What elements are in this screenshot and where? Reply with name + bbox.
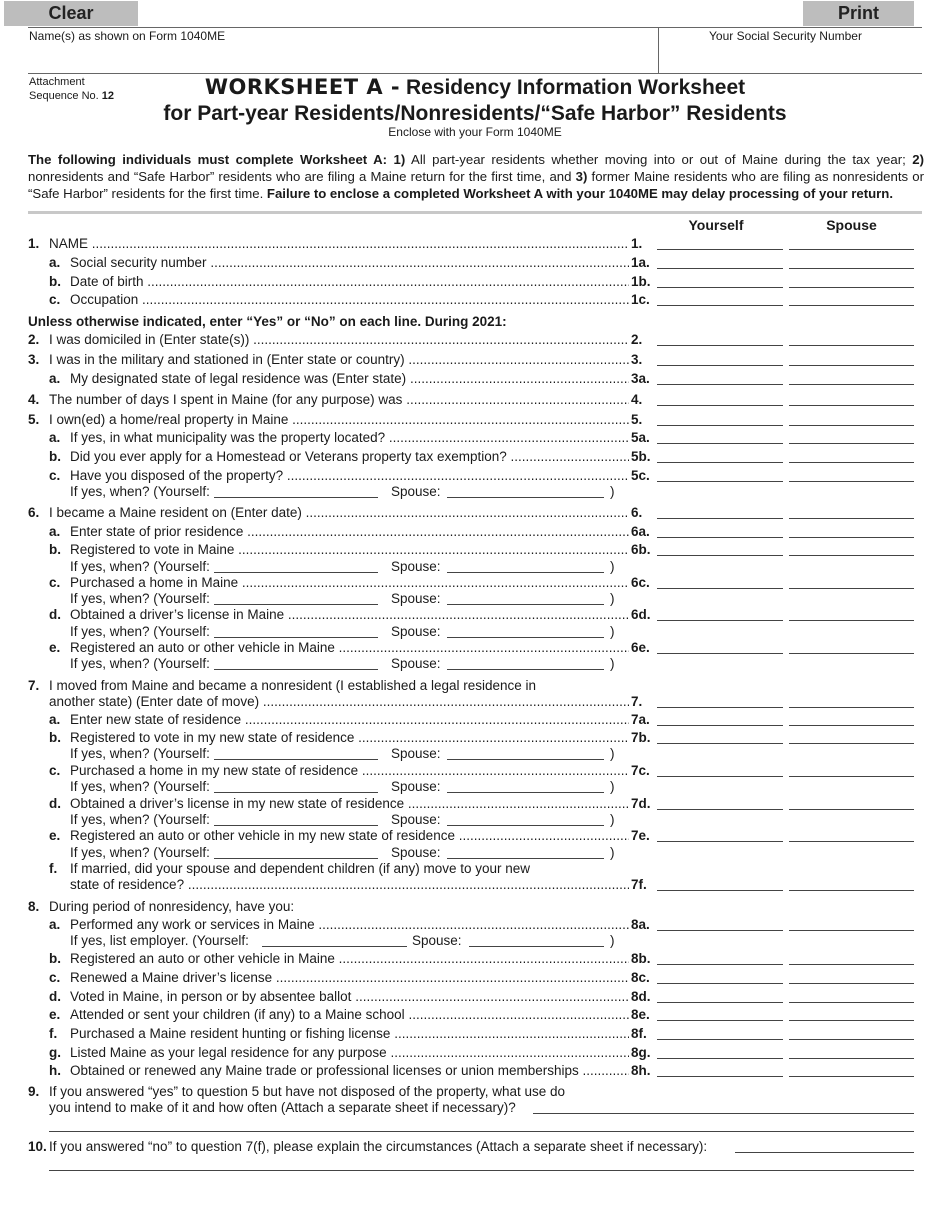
when-yourself-label: If yes, when? (Yourself: bbox=[70, 812, 210, 827]
when-close: ) bbox=[610, 559, 615, 574]
line-sub: c. bbox=[49, 468, 61, 483]
when-row-5c bbox=[0, 484, 950, 502]
line-2 bbox=[0, 332, 950, 350]
intro-bold-4: Failure to enclose a completed Worksheet A with your 1040ME may delay processing of your return. bbox=[266, 186, 894, 201]
line-label: Enter new state of residence ..... bbox=[70, 712, 629, 727]
line-5b bbox=[0, 449, 950, 467]
yourself-field[interactable] bbox=[657, 588, 783, 589]
when-yourself-field[interactable] bbox=[214, 497, 378, 498]
line-tag: 6a. bbox=[631, 524, 650, 539]
when-spouse-label: Spouse: bbox=[391, 624, 441, 639]
when-yourself-field[interactable] bbox=[214, 858, 378, 859]
yourself-field[interactable] bbox=[657, 365, 783, 366]
line-label: I became a Maine resident on (Enter date) ..... bbox=[49, 505, 629, 520]
line-label: Performed any work or services in Maine ..... bbox=[70, 917, 629, 932]
line-tag: 5. bbox=[631, 412, 643, 427]
line-label: Did you ever apply for a Homestead or Veterans property tax exemption? ..... bbox=[70, 449, 629, 464]
when-close: ) bbox=[610, 624, 615, 639]
yourself-field[interactable] bbox=[657, 983, 783, 984]
line-sub: d. bbox=[49, 607, 61, 622]
title-worksheet: WORKSHEET A - bbox=[204, 75, 401, 99]
spouse-field[interactable] bbox=[789, 287, 914, 288]
employer-row-8a bbox=[0, 933, 950, 951]
yourself-field[interactable] bbox=[657, 776, 783, 777]
when-spouse-field[interactable] bbox=[447, 572, 604, 573]
intro-paragraph bbox=[28, 151, 924, 202]
line-label: If you answered “no” to question 7(f), please explain the circumstances (Attach a separate sheet if necessary): bbox=[49, 1139, 708, 1154]
names-field[interactable] bbox=[30, 42, 652, 70]
spouse-field[interactable] bbox=[789, 930, 914, 931]
yourself-field[interactable] bbox=[657, 653, 783, 654]
yourself-field[interactable] bbox=[657, 1002, 783, 1003]
spouse-field[interactable] bbox=[789, 620, 914, 621]
line-sub: b. bbox=[49, 730, 61, 745]
spouse-field[interactable] bbox=[789, 653, 914, 654]
when-yourself-field[interactable] bbox=[214, 669, 378, 670]
yourself-field[interactable] bbox=[657, 743, 783, 744]
line-8 bbox=[0, 899, 950, 917]
line-10-answer-field[interactable] bbox=[735, 1152, 914, 1153]
when-yourself-label: If yes, when? (Yourself: bbox=[70, 746, 210, 761]
sequence-label: Sequence No. bbox=[29, 90, 99, 102]
yourself-field[interactable] bbox=[657, 287, 783, 288]
intro-text-1: All part-year residents whether moving into or out of Maine during the tax year; bbox=[405, 152, 913, 167]
line-label: I was in the military and stationed in (Enter state or country) ..... bbox=[49, 352, 629, 367]
line-label: Purchased a Maine resident hunting or fishing license ..... bbox=[70, 1026, 629, 1041]
when-spouse-label: Spouse: bbox=[391, 656, 441, 671]
yourself-field[interactable] bbox=[657, 964, 783, 965]
line-number: 6. bbox=[28, 505, 40, 520]
when-yourself-field[interactable] bbox=[214, 572, 378, 573]
line-label: Obtained or renewed any Maine trade or professional licenses or union memberships ..... bbox=[70, 1063, 629, 1078]
when-spouse-label: Spouse: bbox=[391, 591, 441, 606]
when-row-7c bbox=[0, 779, 950, 797]
line-7e bbox=[0, 828, 950, 846]
line-sub: d. bbox=[49, 796, 61, 811]
spouse-field[interactable] bbox=[789, 405, 914, 406]
when-spouse-field[interactable] bbox=[447, 858, 604, 859]
spouse-field[interactable] bbox=[789, 1076, 914, 1077]
line-tag: 6b. bbox=[631, 542, 651, 557]
line-10-answer-field-2[interactable] bbox=[49, 1170, 914, 1171]
spouse-field[interactable] bbox=[789, 384, 914, 385]
yourself-field[interactable] bbox=[657, 518, 783, 519]
line-7 bbox=[0, 694, 950, 712]
yourself-field[interactable] bbox=[657, 1039, 783, 1040]
spouse-field[interactable] bbox=[789, 481, 914, 482]
spouse-field[interactable] bbox=[789, 268, 914, 269]
line-5a bbox=[0, 430, 950, 448]
when-close: ) bbox=[610, 484, 615, 499]
line-tag: 1b. bbox=[631, 274, 651, 289]
line-label: Registered an auto or other vehicle in Maine ..... bbox=[70, 951, 629, 966]
line-tag: 3a. bbox=[631, 371, 650, 386]
line-sub: c. bbox=[49, 575, 61, 590]
when-yourself-label: If yes, when? (Yourself: bbox=[70, 845, 210, 860]
when-spouse-field[interactable] bbox=[447, 759, 604, 760]
employer-close: ) bbox=[610, 933, 615, 948]
intro-text-2: nonresidents and “Safe Harbor” residents who are filing a Maine return for the first time, and bbox=[28, 169, 576, 184]
when-close: ) bbox=[610, 591, 615, 606]
line-tag: 7c. bbox=[631, 763, 650, 778]
when-yourself-field[interactable] bbox=[214, 604, 378, 605]
line-sub: b. bbox=[49, 542, 61, 557]
line-label: If married, did your spouse and dependent children (if any) move to your new bbox=[70, 861, 531, 876]
header-divider bbox=[658, 27, 659, 73]
page-title bbox=[0, 75, 950, 100]
yourself-field[interactable] bbox=[657, 481, 783, 482]
employer-yourself-label: If yes, list employer. (Yourself: bbox=[70, 933, 249, 948]
line-label: Listed Maine as your legal residence for any purpose ..... bbox=[70, 1045, 629, 1060]
line-9 bbox=[0, 1100, 950, 1118]
line-sub: e. bbox=[49, 828, 61, 843]
line-tag: 7a. bbox=[631, 712, 650, 727]
spouse-field[interactable] bbox=[789, 964, 914, 965]
enclose-note: Enclose with your Form 1040ME bbox=[388, 125, 562, 139]
line-tag: 6d. bbox=[631, 607, 651, 622]
line-label: During period of nonresidency, have you: bbox=[49, 899, 295, 914]
line-8g bbox=[0, 1045, 950, 1063]
intro-text-3: former Maine residents who are filing as nonresidents or “Safe Harbor” residents for the first time. bbox=[28, 169, 924, 201]
when-spouse-field[interactable] bbox=[447, 604, 604, 605]
when-yourself-field[interactable] bbox=[214, 825, 378, 826]
line-label: Obtained a driver’s license in Maine ..... bbox=[70, 607, 629, 622]
line-tag: 6c. bbox=[631, 575, 650, 590]
line-sub: c. bbox=[49, 970, 61, 985]
yourself-field[interactable] bbox=[657, 1020, 783, 1021]
when-spouse-field[interactable] bbox=[447, 825, 604, 826]
line-sub: a. bbox=[49, 255, 61, 270]
line-tag: 6e. bbox=[631, 640, 650, 655]
spouse-field[interactable] bbox=[789, 841, 914, 842]
line-1c bbox=[0, 292, 950, 310]
line-6a bbox=[0, 524, 950, 542]
line-tag: 1. bbox=[631, 236, 643, 251]
line-sub: c. bbox=[49, 763, 61, 778]
section-divider bbox=[28, 211, 922, 214]
yourself-field[interactable] bbox=[657, 841, 783, 842]
line-label: I own(ed) a home/real property in Maine ..... bbox=[49, 412, 629, 427]
line-label: If you answered “yes” to question 5 but have not disposed of the property, what use do bbox=[49, 1084, 566, 1099]
spouse-field[interactable] bbox=[789, 776, 914, 777]
when-yourself-field[interactable] bbox=[214, 637, 378, 638]
when-spouse-field[interactable] bbox=[447, 497, 604, 498]
attachment-label: Attachment bbox=[29, 76, 85, 88]
employer-yourself-field[interactable] bbox=[262, 946, 407, 947]
yourself-field[interactable] bbox=[657, 555, 783, 556]
line-tag: 8f. bbox=[631, 1026, 647, 1041]
line-label: Registered an auto or other vehicle in my new state of residence ..... bbox=[70, 828, 629, 843]
line-7f bbox=[0, 877, 950, 895]
spouse-field[interactable] bbox=[789, 249, 914, 250]
line-tag: 7e. bbox=[631, 828, 650, 843]
when-close: ) bbox=[610, 656, 615, 671]
when-spouse-label: Spouse: bbox=[391, 845, 441, 860]
line-label: Purchased a home in Maine ..... bbox=[70, 575, 629, 590]
line-8d bbox=[0, 989, 950, 1007]
spouse-field[interactable] bbox=[789, 983, 914, 984]
line-number: 5. bbox=[28, 412, 40, 427]
line-label: Occupation ..... bbox=[70, 292, 629, 307]
instruction-text: Unless otherwise indicated, enter “Yes” or “No” on each line. During 2021: bbox=[28, 314, 507, 329]
line-label: Have you disposed of the property? ..... bbox=[70, 468, 629, 483]
line-7a bbox=[0, 712, 950, 730]
line-tag: 1a. bbox=[631, 255, 650, 270]
line-sub: a. bbox=[49, 371, 61, 386]
when-spouse-label: Spouse: bbox=[391, 812, 441, 827]
when-yourself-label: If yes, when? (Yourself: bbox=[70, 624, 210, 639]
line-6 bbox=[0, 505, 950, 523]
yourself-field[interactable] bbox=[657, 620, 783, 621]
line-label: Registered to vote in my new state of residence ..... bbox=[70, 730, 629, 745]
when-yourself-label: If yes, when? (Yourself: bbox=[70, 484, 210, 499]
line-label: Enter state of prior residence ..... bbox=[70, 524, 629, 539]
spouse-field[interactable] bbox=[789, 537, 914, 538]
line-tag: 7f. bbox=[631, 877, 647, 892]
spouse-field[interactable] bbox=[789, 1020, 914, 1021]
when-close: ) bbox=[610, 779, 615, 794]
line-number: 10. bbox=[28, 1139, 47, 1154]
line-tag: 7b. bbox=[631, 730, 651, 745]
spouse-field[interactable] bbox=[789, 443, 914, 444]
when-yourself-field[interactable] bbox=[214, 792, 378, 793]
line-sub: h. bbox=[49, 1063, 61, 1078]
line-tag: 3. bbox=[631, 352, 643, 367]
header-bottom-rule bbox=[28, 73, 922, 74]
line-tag: 5b. bbox=[631, 449, 651, 464]
line-label: Obtained a driver’s license in my new state of residence ..... bbox=[70, 796, 629, 811]
yourself-field[interactable] bbox=[657, 930, 783, 931]
when-spouse-field[interactable] bbox=[447, 637, 604, 638]
when-close: ) bbox=[610, 845, 615, 860]
line-sub: d. bbox=[49, 989, 61, 1004]
line-label: Renewed a Maine driver’s license ..... bbox=[70, 970, 629, 985]
line-6d bbox=[0, 607, 950, 625]
line-label: If yes, in what municipality was the property located? ..... bbox=[70, 430, 629, 445]
line-tag: 5c. bbox=[631, 468, 650, 483]
employer-spouse-field[interactable] bbox=[469, 946, 604, 947]
line-8h bbox=[0, 1063, 950, 1081]
line-label: Voted in Maine, in person or by absentee ballot ..... bbox=[70, 989, 629, 1004]
line-tag: 8a. bbox=[631, 917, 650, 932]
column-yourself: Yourself bbox=[688, 217, 744, 233]
when-yourself-label: If yes, when? (Yourself: bbox=[70, 779, 210, 794]
line-tag: 7. bbox=[631, 694, 643, 709]
page-subtitle: for Part-year Residents/Nonresidents/“Safe Harbor” Residents bbox=[163, 102, 787, 125]
clear-button[interactable]: Clear bbox=[4, 1, 138, 26]
intro-bold-2: 2) bbox=[912, 152, 924, 167]
yourself-field[interactable] bbox=[657, 707, 783, 708]
spouse-field[interactable] bbox=[789, 707, 914, 708]
line-tag: 8e. bbox=[631, 1007, 650, 1022]
yourself-field[interactable] bbox=[657, 443, 783, 444]
line-number: 2. bbox=[28, 332, 40, 347]
line-number: 8. bbox=[28, 899, 40, 914]
yourself-field[interactable] bbox=[657, 405, 783, 406]
spouse-field[interactable] bbox=[789, 425, 914, 426]
ssn-field[interactable] bbox=[664, 42, 920, 70]
line-tag: 8b. bbox=[631, 951, 651, 966]
line-label-cont: another state) (Enter date of move) ..... bbox=[49, 694, 629, 709]
line-8c bbox=[0, 970, 950, 988]
line-sub: a. bbox=[49, 917, 61, 932]
yourself-field[interactable] bbox=[657, 1076, 783, 1077]
intro-bold-3: 3) bbox=[575, 169, 588, 184]
when-yourself-label: If yes, when? (Yourself: bbox=[70, 656, 210, 671]
yourself-field[interactable] bbox=[657, 305, 783, 306]
line-sub: a. bbox=[49, 430, 61, 445]
line-8e bbox=[0, 1007, 950, 1025]
line-sub: e. bbox=[49, 640, 61, 655]
line-1 bbox=[0, 236, 950, 254]
line-sub: f. bbox=[49, 861, 58, 876]
spouse-field[interactable] bbox=[789, 725, 914, 726]
line-sub: b. bbox=[49, 274, 61, 289]
line-10 bbox=[0, 1139, 950, 1157]
line-tag: 1c. bbox=[631, 292, 650, 307]
line-3a bbox=[0, 371, 950, 389]
yourself-field[interactable] bbox=[657, 425, 783, 426]
line-tag: 5a. bbox=[631, 430, 650, 445]
employer-spouse-label: Spouse: bbox=[412, 933, 462, 948]
line-tag: 6. bbox=[631, 505, 643, 520]
yourself-field[interactable] bbox=[657, 725, 783, 726]
sequence-number: 12 bbox=[101, 90, 115, 102]
intro-bold-1: The following individuals must complete Worksheet A: 1) bbox=[28, 152, 406, 167]
title-rest: Residency Information Worksheet bbox=[400, 76, 746, 99]
spouse-field[interactable] bbox=[789, 305, 914, 306]
line-6b bbox=[0, 542, 950, 560]
line-sub: f. bbox=[49, 1026, 58, 1041]
when-spouse-label: Spouse: bbox=[391, 484, 441, 499]
instruction bbox=[0, 314, 950, 332]
line-tag: 8h. bbox=[631, 1063, 651, 1078]
line-4 bbox=[0, 392, 950, 410]
line-sub: b. bbox=[49, 449, 61, 464]
line-3 bbox=[0, 352, 950, 370]
line-label: Social security number ..... bbox=[70, 255, 629, 270]
yourself-field[interactable] bbox=[657, 462, 783, 463]
line-number: 9. bbox=[28, 1084, 40, 1099]
line-sub: b. bbox=[49, 951, 61, 966]
ssn-label: Your Social Security Number bbox=[709, 29, 862, 43]
line-8b bbox=[0, 951, 950, 969]
spouse-field[interactable] bbox=[789, 462, 914, 463]
line-tag: 8c. bbox=[631, 970, 650, 985]
line-number: 1. bbox=[28, 236, 40, 251]
line-sub: g. bbox=[49, 1045, 61, 1060]
line-label: Attended or sent your children (if any) to a Maine school ..... bbox=[70, 1007, 629, 1022]
line-1b bbox=[0, 274, 950, 292]
line-sub: e. bbox=[49, 1007, 61, 1022]
line-label-cont: you intend to make of it and how often (Attach a separate sheet if necessary)? bbox=[49, 1100, 516, 1115]
yourself-field[interactable] bbox=[657, 1058, 783, 1059]
spouse-field[interactable] bbox=[789, 1039, 914, 1040]
when-yourself-field[interactable] bbox=[214, 759, 378, 760]
when-yourself-label: If yes, when? (Yourself: bbox=[70, 591, 210, 606]
when-close: ) bbox=[610, 746, 615, 761]
when-yourself-label: If yes, when? (Yourself: bbox=[70, 559, 210, 574]
line-9-answer-field-2[interactable] bbox=[49, 1131, 914, 1132]
line-sub: a. bbox=[49, 712, 61, 727]
spouse-field[interactable] bbox=[789, 555, 914, 556]
line-label: I was domiciled in (Enter state(s)) ..... bbox=[49, 332, 629, 347]
when-spouse-label: Spouse: bbox=[391, 559, 441, 574]
when-row-6e bbox=[0, 656, 950, 674]
line-label-cont: state of residence? ..... bbox=[70, 877, 629, 892]
print-button[interactable]: Print bbox=[803, 1, 914, 26]
when-spouse-field[interactable] bbox=[447, 792, 604, 793]
spouse-field[interactable] bbox=[789, 809, 914, 810]
yourself-field[interactable] bbox=[657, 268, 783, 269]
line-sub: a. bbox=[49, 524, 61, 539]
when-spouse-label: Spouse: bbox=[391, 746, 441, 761]
names-label: Name(s) as shown on Form 1040ME bbox=[29, 29, 226, 43]
spouse-field[interactable] bbox=[789, 1058, 914, 1059]
line-8f bbox=[0, 1026, 950, 1044]
line-label: Date of birth ..... bbox=[70, 274, 629, 289]
line-label: My designated state of legal residence was (Enter state) ..... bbox=[70, 371, 629, 386]
spouse-field[interactable] bbox=[789, 1002, 914, 1003]
line-label: Purchased a home in my new state of residence ..... bbox=[70, 763, 629, 778]
spouse-field[interactable] bbox=[789, 345, 914, 346]
line-1a bbox=[0, 255, 950, 273]
yourself-field[interactable] bbox=[657, 809, 783, 810]
when-spouse-label: Spouse: bbox=[391, 779, 441, 794]
line-label: NAME ..... bbox=[49, 236, 629, 251]
line-label: Registered an auto or other vehicle in Maine ..... bbox=[70, 640, 629, 655]
line-number: 7. bbox=[28, 678, 40, 693]
line-number: 3. bbox=[28, 352, 40, 367]
yourself-field[interactable] bbox=[657, 345, 783, 346]
yourself-field[interactable] bbox=[657, 384, 783, 385]
spouse-field[interactable] bbox=[789, 743, 914, 744]
column-spouse: Spouse bbox=[826, 217, 877, 233]
line-label: I moved from Maine and became a nonresident (I established a legal residence in bbox=[49, 678, 537, 693]
line-sub: c. bbox=[49, 292, 61, 307]
line-label: Registered to vote in Maine ..... bbox=[70, 542, 629, 557]
line-label: The number of days I spent in Maine (for any purpose) was ..... bbox=[49, 392, 629, 407]
when-row-7b bbox=[0, 746, 950, 764]
line-tag: 8g. bbox=[631, 1045, 651, 1060]
line-5 bbox=[0, 412, 950, 430]
line-tag: 4. bbox=[631, 392, 643, 407]
yourself-field[interactable] bbox=[657, 249, 783, 250]
yourself-field[interactable] bbox=[657, 890, 783, 891]
spouse-field[interactable] bbox=[789, 588, 914, 589]
when-spouse-field[interactable] bbox=[447, 669, 604, 670]
header-top-rule bbox=[28, 27, 922, 28]
when-close: ) bbox=[610, 812, 615, 827]
line-tag: 8d. bbox=[631, 989, 651, 1004]
spouse-field[interactable] bbox=[789, 365, 914, 366]
line-tag: 2. bbox=[631, 332, 643, 347]
yourself-field[interactable] bbox=[657, 537, 783, 538]
line-9-answer-field[interactable] bbox=[533, 1113, 914, 1114]
spouse-field[interactable] bbox=[789, 518, 914, 519]
line-tag: 7d. bbox=[631, 796, 651, 811]
spouse-field[interactable] bbox=[789, 890, 914, 891]
line-number: 4. bbox=[28, 392, 40, 407]
